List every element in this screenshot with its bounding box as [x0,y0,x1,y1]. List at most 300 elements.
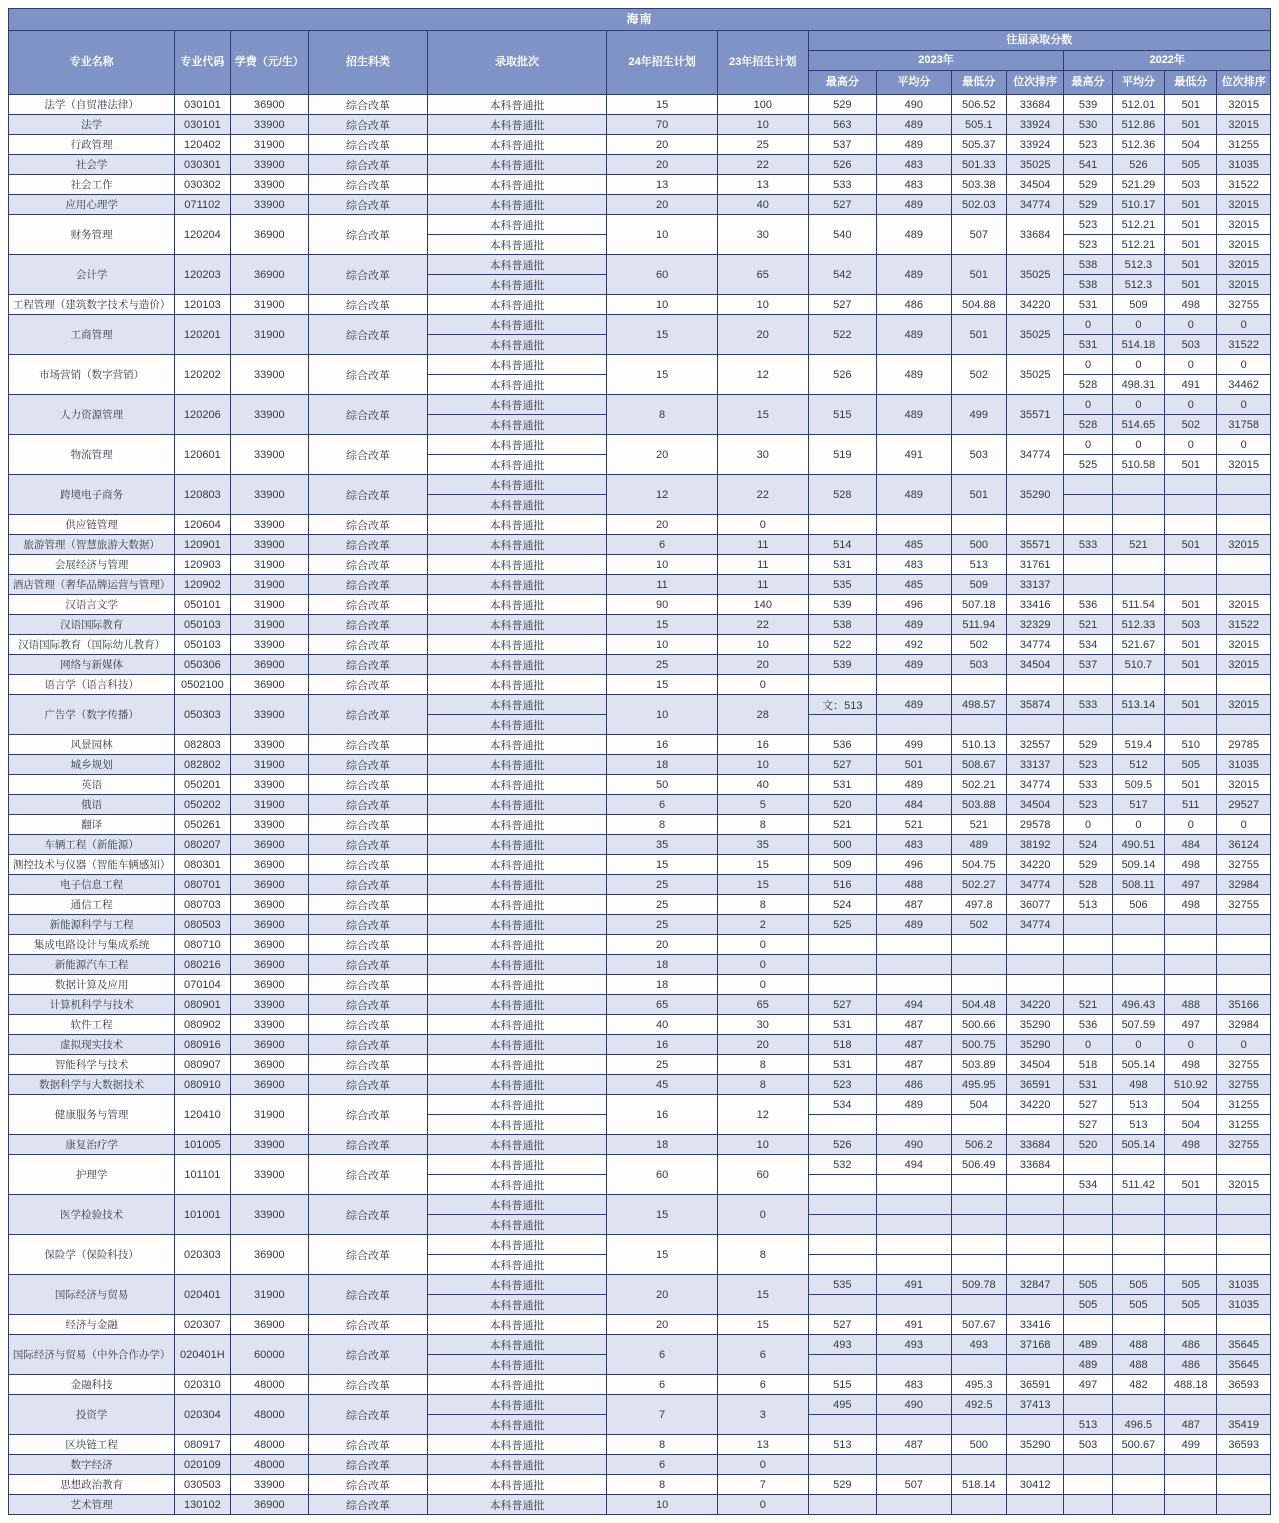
major-cell: 翻译 [9,815,175,835]
plan24-cell: 11 [607,575,718,595]
plan24-cell: 45 [607,1075,718,1095]
batch-cell: 本科普通批 [427,1495,606,1515]
table-row [9,1375,1271,1395]
score2022-max-cell: 520 [1064,1135,1112,1155]
batch-cell: 本科普通批 [427,455,606,475]
score2023-avg-cell: 487 [877,1035,952,1055]
code-cell: 082803 [175,735,230,755]
score2022-avg-cell: 508.11 [1112,875,1164,895]
header-row-1 [9,31,1271,51]
major-cell: 经济与金融 [9,1315,175,1335]
score2023-max-cell: 539 [808,655,876,675]
score2023-max-cell: 529 [808,95,876,115]
table-row [9,1055,1271,1075]
score2023-max-cell: 516 [808,875,876,895]
score2022-rank-cell: 32015 [1217,655,1271,675]
major-cell: 物流管理 [9,435,175,475]
col-header-category: 招生科类 [309,31,428,95]
col-header-2022-rank: 位次排序 [1217,71,1271,95]
table-row [9,895,1271,915]
batch-cell: 本科普通批 [427,1295,606,1315]
plan24-cell: 10 [607,635,718,655]
score2023-min-cell [951,715,1006,735]
code-cell: 020310 [175,1375,230,1395]
score2022-rank-cell [1217,715,1271,735]
major-cell: 语言学（语言科技） [9,675,175,695]
score2023-rank-cell: 35571 [1007,395,1064,435]
plan23-cell: 12 [717,1095,808,1135]
category-cell: 综合改革 [309,435,428,475]
table-row [9,775,1271,795]
score2022-min-cell [1165,555,1217,575]
score2022-min-cell: 498 [1165,295,1217,315]
score2022-max-cell [1064,675,1112,695]
plan23-cell: 25 [717,135,808,155]
batch-cell: 本科普通批 [427,955,606,975]
score2022-rank-cell: 32015 [1217,215,1271,235]
category-cell: 综合改革 [309,1335,428,1375]
score2022-min-cell: 503 [1165,335,1217,355]
score2022-rank-cell: 31522 [1217,615,1271,635]
score2022-min-cell [1165,1195,1217,1215]
plan24-cell: 20 [607,195,718,215]
plan24-cell: 6 [607,795,718,815]
score2022-max-cell: 521 [1064,615,1112,635]
score2022-avg-cell: 0 [1112,815,1164,835]
major-cell: 思想政治教育 [9,1475,175,1495]
score2022-max-cell: 518 [1064,1055,1112,1075]
batch-cell: 本科普通批 [427,735,606,755]
major-cell: 集成电路设计与集成系统 [9,935,175,955]
score2023-max-cell [808,1355,876,1375]
score2022-max-cell [1064,1395,1112,1415]
score2022-min-cell: 501 [1165,275,1217,295]
code-cell: 030302 [175,175,230,195]
score2023-min-cell: 504.75 [951,855,1006,875]
score2022-rank-cell: 31255 [1217,1115,1271,1135]
score2022-rank-cell: 35645 [1217,1355,1271,1375]
plan24-cell: 25 [607,655,718,675]
plan23-cell: 8 [717,1235,808,1275]
score2022-rank-cell: 32015 [1217,695,1271,715]
table-row [9,1075,1271,1095]
plan24-cell: 60 [607,255,718,295]
score2022-rank-cell: 35419 [1217,1415,1271,1435]
category-cell: 综合改革 [309,1435,428,1455]
category-cell: 综合改革 [309,295,428,315]
score2022-rank-cell [1217,935,1271,955]
tuition-cell: 48000 [230,1375,309,1395]
plan24-cell: 6 [607,1455,718,1475]
table-row [9,395,1271,415]
code-cell: 080901 [175,995,230,1015]
table-row [9,855,1271,875]
score2023-rank-cell: 33416 [1007,1315,1064,1335]
score2022-avg-cell: 498.31 [1112,375,1164,395]
batch-cell: 本科普通批 [427,395,606,415]
score2022-avg-cell [1112,935,1164,955]
score2022-min-cell: 484 [1165,835,1217,855]
plan23-cell: 13 [717,175,808,195]
score2023-avg-cell [877,955,952,975]
score2023-avg-cell: 485 [877,535,952,555]
score2023-rank-cell [1007,1215,1064,1235]
score2022-avg-cell: 500.67 [1112,1435,1164,1455]
score2022-min-cell [1165,1455,1217,1475]
tuition-cell: 33900 [230,395,309,435]
plan24-cell: 16 [607,1095,718,1135]
score2022-rank-cell [1217,515,1271,535]
score2023-max-cell: 文：513 [808,695,876,715]
score2023-avg-cell [877,1455,952,1475]
score2023-avg-cell: 485 [877,575,952,595]
score2022-rank-cell: 32755 [1217,1135,1271,1155]
score2023-rank-cell: 33684 [1007,1135,1064,1155]
score2023-min-cell: 505.1 [951,115,1006,135]
score2023-min-cell: 518.14 [951,1475,1006,1495]
batch-cell: 本科普通批 [427,515,606,535]
col-header-batch: 录取批次 [427,31,606,95]
table-row [9,155,1271,175]
plan23-cell: 20 [717,315,808,355]
plan24-cell: 15 [607,95,718,115]
score2023-min-cell: 511.94 [951,615,1006,635]
score2022-avg-cell: 514.18 [1112,335,1164,355]
score2022-rank-cell: 32015 [1217,115,1271,135]
score2023-min-cell: 503 [951,655,1006,675]
code-cell: 080710 [175,935,230,955]
score2022-min-cell [1165,575,1217,595]
batch-cell: 本科普通批 [427,1395,606,1415]
plan24-cell: 8 [607,1475,718,1495]
score2022-min-cell [1165,715,1217,735]
score2022-max-cell: 530 [1064,115,1112,135]
plan23-cell: 20 [717,655,808,675]
major-cell: 酒店管理（奢华品牌运营与管理） [9,575,175,595]
score2023-min-cell: 502 [951,915,1006,935]
batch-cell: 本科普通批 [427,1315,606,1335]
plan23-cell: 60 [717,1155,808,1195]
score2023-avg-cell: 489 [877,655,952,675]
table-row [9,795,1271,815]
score2022-max-cell: 523 [1064,795,1112,815]
score2022-min-cell: 505 [1165,1275,1217,1295]
score2022-min-cell [1165,955,1217,975]
score2022-avg-cell [1112,915,1164,935]
category-cell: 综合改革 [309,615,428,635]
score2023-avg-cell: 489 [877,775,952,795]
tuition-cell: 31900 [230,615,309,635]
score2022-avg-cell: 512.36 [1112,135,1164,155]
table-row [9,755,1271,775]
score2023-avg-cell: 488 [877,875,952,895]
major-cell: 社会学 [9,155,175,175]
major-cell: 计算机科学与技术 [9,995,175,1015]
score2023-rank-cell: 35025 [1007,155,1064,175]
score2022-max-cell [1064,915,1112,935]
major-cell: 金融科技 [9,1375,175,1395]
score2023-min-cell: 503.88 [951,795,1006,815]
major-cell: 数据计算及应用 [9,975,175,995]
score2023-avg-cell: 489 [877,135,952,155]
plan23-cell: 10 [717,635,808,655]
col-header-2023-min: 最低分 [951,71,1006,95]
table-row [9,995,1271,1015]
score2023-avg-cell: 489 [877,215,952,255]
score2023-max-cell [808,1235,876,1255]
score2023-avg-cell: 499 [877,735,952,755]
score2022-min-cell: 501 [1165,695,1217,715]
score2022-min-cell: 505 [1165,155,1217,175]
tuition-cell: 36900 [230,1075,309,1095]
score2023-avg-cell: 507 [877,1475,952,1495]
code-cell: 050202 [175,795,230,815]
score2022-min-cell: 0 [1165,1035,1217,1055]
table-row [9,515,1271,535]
score2023-avg-cell: 489 [877,1095,952,1115]
tuition-cell: 33900 [230,1015,309,1035]
batch-cell: 本科普通批 [427,335,606,355]
score2023-max-cell: 523 [808,1075,876,1095]
batch-cell: 本科普通批 [427,935,606,955]
score2022-max-cell: 531 [1064,295,1112,315]
plan24-cell: 6 [607,535,718,555]
score2022-max-cell: 529 [1064,855,1112,875]
plan24-cell: 8 [607,1435,718,1455]
score2022-avg-cell: 505.14 [1112,1055,1164,1075]
plan24-cell: 10 [607,1495,718,1515]
major-cell: 区块链工程 [9,1435,175,1455]
plan24-cell: 20 [607,935,718,955]
plan23-cell: 16 [717,735,808,755]
score2023-rank-cell: 34504 [1007,175,1064,195]
score2022-avg-cell: 519.4 [1112,735,1164,755]
score2022-avg-cell: 505 [1112,1295,1164,1315]
table-row [9,355,1271,375]
score2023-max-cell: 526 [808,1135,876,1155]
table-row [9,1435,1271,1455]
score2023-rank-cell: 34220 [1007,995,1064,1015]
score2022-avg-cell: 0 [1112,1035,1164,1055]
tuition-cell: 36900 [230,1235,309,1275]
plan23-cell: 15 [717,875,808,895]
score2023-min-cell: 495.95 [951,1075,1006,1095]
batch-cell: 本科普通批 [427,95,606,115]
score2022-max-cell: 533 [1064,775,1112,795]
table-row [9,175,1271,195]
major-cell: 会展经济与管理 [9,555,175,575]
major-cell: 供应链管理 [9,515,175,535]
score2022-min-cell: 488 [1165,995,1217,1015]
plan24-cell: 15 [607,355,718,395]
tuition-cell: 33900 [230,695,309,735]
tuition-cell: 36900 [230,915,309,935]
plan23-cell: 0 [717,1195,808,1235]
code-cell: 070104 [175,975,230,995]
table-row [9,835,1271,855]
table-row [9,1395,1271,1415]
major-cell: 工商管理 [9,315,175,355]
score2022-max-cell: 523 [1064,135,1112,155]
score2022-avg-cell: 521 [1112,535,1164,555]
code-cell: 120204 [175,215,230,255]
table-row [9,1455,1271,1475]
score2022-avg-cell: 507.59 [1112,1015,1164,1035]
plan24-cell: 10 [607,555,718,575]
code-cell: 050303 [175,695,230,735]
score2023-min-cell: 507 [951,215,1006,255]
code-cell: 120604 [175,515,230,535]
score2022-rank-cell [1217,1215,1271,1235]
tuition-cell: 33900 [230,735,309,755]
score2022-min-cell: 501 [1165,115,1217,135]
table-row [9,615,1271,635]
score2022-rank-cell [1217,1395,1271,1415]
major-cell: 跨境电子商务 [9,475,175,515]
score2022-min-cell: 0 [1165,355,1217,375]
score2023-max-cell: 537 [808,135,876,155]
table-row [9,975,1271,995]
tuition-cell: 48000 [230,1455,309,1475]
plan24-cell: 20 [607,155,718,175]
category-cell: 综合改革 [309,995,428,1015]
score2022-avg-cell: 488 [1112,1335,1164,1355]
score2023-min-cell: 504.48 [951,995,1006,1015]
score2022-max-cell [1064,555,1112,575]
score2023-rank-cell: 37413 [1007,1395,1064,1415]
category-cell: 综合改革 [309,1235,428,1275]
batch-cell: 本科普通批 [427,675,606,695]
score2022-max-cell [1064,495,1112,515]
score2023-max-cell: 528 [808,475,876,515]
score2022-avg-cell: 512 [1112,755,1164,775]
plan23-cell: 7 [717,1475,808,1495]
score2023-max-cell [808,955,876,975]
plan24-cell: 6 [607,1335,718,1375]
score2023-min-cell: 506.49 [951,1155,1006,1175]
score2022-rank-cell: 32015 [1217,195,1271,215]
score2023-avg-cell: 489 [877,115,952,135]
score2022-avg-cell: 498 [1112,1075,1164,1095]
score2022-max-cell [1064,1255,1112,1275]
score2022-max-cell [1064,475,1112,495]
code-cell: 080917 [175,1435,230,1455]
plan23-cell: 0 [717,1455,808,1475]
score2022-min-cell [1165,975,1217,995]
score2022-avg-cell: 512.86 [1112,115,1164,135]
batch-cell: 本科普通批 [427,1015,606,1035]
score2023-min-cell: 500.66 [951,1015,1006,1035]
score2022-min-cell [1165,915,1217,935]
score2023-max-cell: 500 [808,835,876,855]
score2023-max-cell [808,1115,876,1135]
score2022-min-cell: 505 [1165,755,1217,775]
score2022-rank-cell: 31035 [1217,755,1271,775]
score2022-avg-cell: 517 [1112,795,1164,815]
plan23-cell: 3 [717,1395,808,1435]
plan24-cell: 60 [607,1155,718,1195]
score2022-max-cell: 536 [1064,1015,1112,1035]
score2023-rank-cell: 31761 [1007,555,1064,575]
score2023-rank-cell: 29578 [1007,815,1064,835]
score2023-rank-cell [1007,1175,1064,1195]
score2023-avg-cell [877,1115,952,1135]
code-cell: 120902 [175,575,230,595]
score2023-avg-cell: 491 [877,1275,952,1295]
score2023-avg-cell: 501 [877,755,952,775]
table-row [9,435,1271,455]
score2023-avg-cell: 493 [877,1335,952,1355]
batch-cell: 本科普通批 [427,1255,606,1275]
score2022-max-cell: 528 [1064,375,1112,395]
score2023-avg-cell [877,1355,952,1375]
col-header-major: 专业名称 [9,31,175,95]
tuition-cell: 36900 [230,935,309,955]
plan23-cell: 28 [717,695,808,735]
tuition-cell: 33900 [230,535,309,555]
tuition-cell: 33900 [230,435,309,475]
score2023-rank-cell [1007,935,1064,955]
score2023-max-cell: 526 [808,355,876,395]
score2023-rank-cell [1007,1255,1064,1275]
plan23-cell: 0 [717,935,808,955]
col-header-2022-max: 最高分 [1064,71,1112,95]
score2023-min-cell [951,935,1006,955]
score2022-min-cell: 503 [1165,175,1217,195]
score2022-rank-cell: 32015 [1217,275,1271,295]
plan23-cell: 15 [717,1315,808,1335]
score2023-min-cell [951,1415,1006,1435]
score2022-avg-cell [1112,715,1164,735]
plan24-cell: 12 [607,475,718,515]
score2023-min-cell: 502.03 [951,195,1006,215]
score2022-avg-cell: 510.7 [1112,655,1164,675]
batch-cell: 本科普通批 [427,1175,606,1195]
score2023-avg-cell [877,1175,952,1195]
province-title: 海南 [9,9,1271,31]
plan24-cell: 90 [607,595,718,615]
major-cell: 新能源汽车工程 [9,955,175,975]
code-cell: 050201 [175,775,230,795]
score2022-min-cell: 501 [1165,655,1217,675]
code-cell: 080910 [175,1075,230,1095]
code-cell: 120201 [175,315,230,355]
score2022-rank-cell: 31035 [1217,1275,1271,1295]
category-cell: 综合改革 [309,655,428,675]
major-cell: 行政管理 [9,135,175,155]
plan23-cell: 0 [717,975,808,995]
batch-cell: 本科普通批 [427,795,606,815]
score2022-avg-cell: 526 [1112,155,1164,175]
plan23-cell: 100 [717,95,808,115]
table-row [9,735,1271,755]
category-cell: 综合改革 [309,895,428,915]
tuition-cell: 48000 [230,1395,309,1435]
score2022-rank-cell: 0 [1217,815,1271,835]
score2022-rank-cell: 29785 [1217,735,1271,755]
tuition-cell: 33900 [230,1475,309,1495]
score2023-max-cell [808,1175,876,1195]
batch-cell: 本科普通批 [427,135,606,155]
batch-cell: 本科普通批 [427,1415,606,1435]
col-header-plan24: 24年招生计划 [607,31,718,95]
score2022-max-cell [1064,1475,1112,1495]
score2023-avg-cell: 483 [877,175,952,195]
batch-cell: 本科普通批 [427,595,606,615]
score2023-rank-cell: 37168 [1007,1335,1064,1355]
score2023-avg-cell [877,515,952,535]
score2022-max-cell: 505 [1064,1295,1112,1315]
